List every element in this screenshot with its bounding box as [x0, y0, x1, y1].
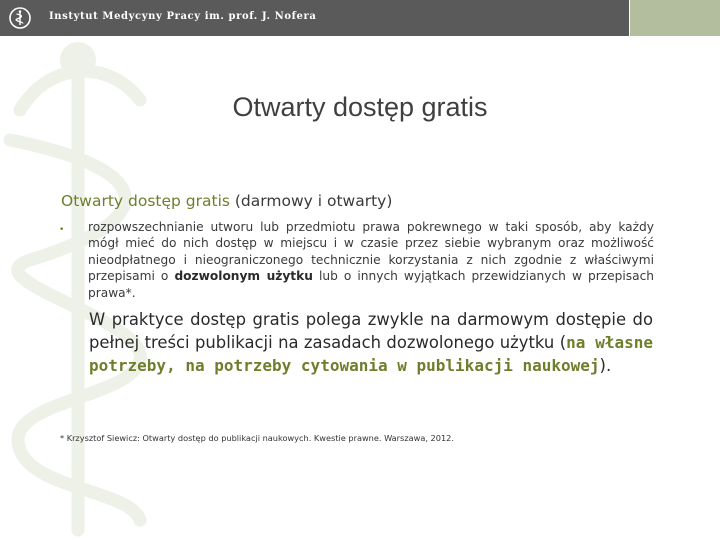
footnote: * Krzysztof Siewicz: Otwarty dostęp do publikacji naukowych. Kwestie prawne. Warszawa, 2012. — [60, 433, 454, 443]
paragraph-before: W praktyce dostęp gratis polega zwykle na darmowym dostępie do pełnej treści publikacji na zasadach dozwolonego użytku ( — [89, 310, 653, 353]
slide-title: Otwarty dostęp gratis — [232, 92, 488, 122]
subheading-rest: (darmowy i otwarty) — [229, 192, 393, 210]
bullet-text-after: lub o innych wyjątkach przewidzianych w przepisach prawa*. — [88, 269, 655, 300]
paragraph-after: ). — [599, 356, 612, 376]
institution-name: Instytut Medycyny Pracy im. prof. J. Nofera — [49, 11, 317, 22]
bullet-text — [88, 219, 654, 301]
subheading — [61, 192, 392, 210]
bullet-marker: • — [59, 225, 65, 235]
header-divider — [629, 0, 630, 36]
paragraph-accent: na własne potrzeby, na potrzeby cytowania w publikacji naukowej — [89, 333, 653, 376]
main-paragraph — [89, 308, 653, 378]
bullet-text-bold: dozwolonym użytku — [174, 269, 313, 284]
bullet-text-before: rozpowszechnianie utworu lub przedmiotu prawa pokrewnego w taki sposób, aby każdy mógł mieć do nich dostęp w miejscu i w czasie przez siebie wybranym oraz możliwość nieodpłatnego i nieograniczonego technicznie korzystania z nich zgodnie z właściwymi przepisami o — [88, 220, 654, 284]
subheading-accent: Otwarty dostęp gratis — [61, 192, 230, 210]
header-accent-block — [629, 0, 720, 36]
